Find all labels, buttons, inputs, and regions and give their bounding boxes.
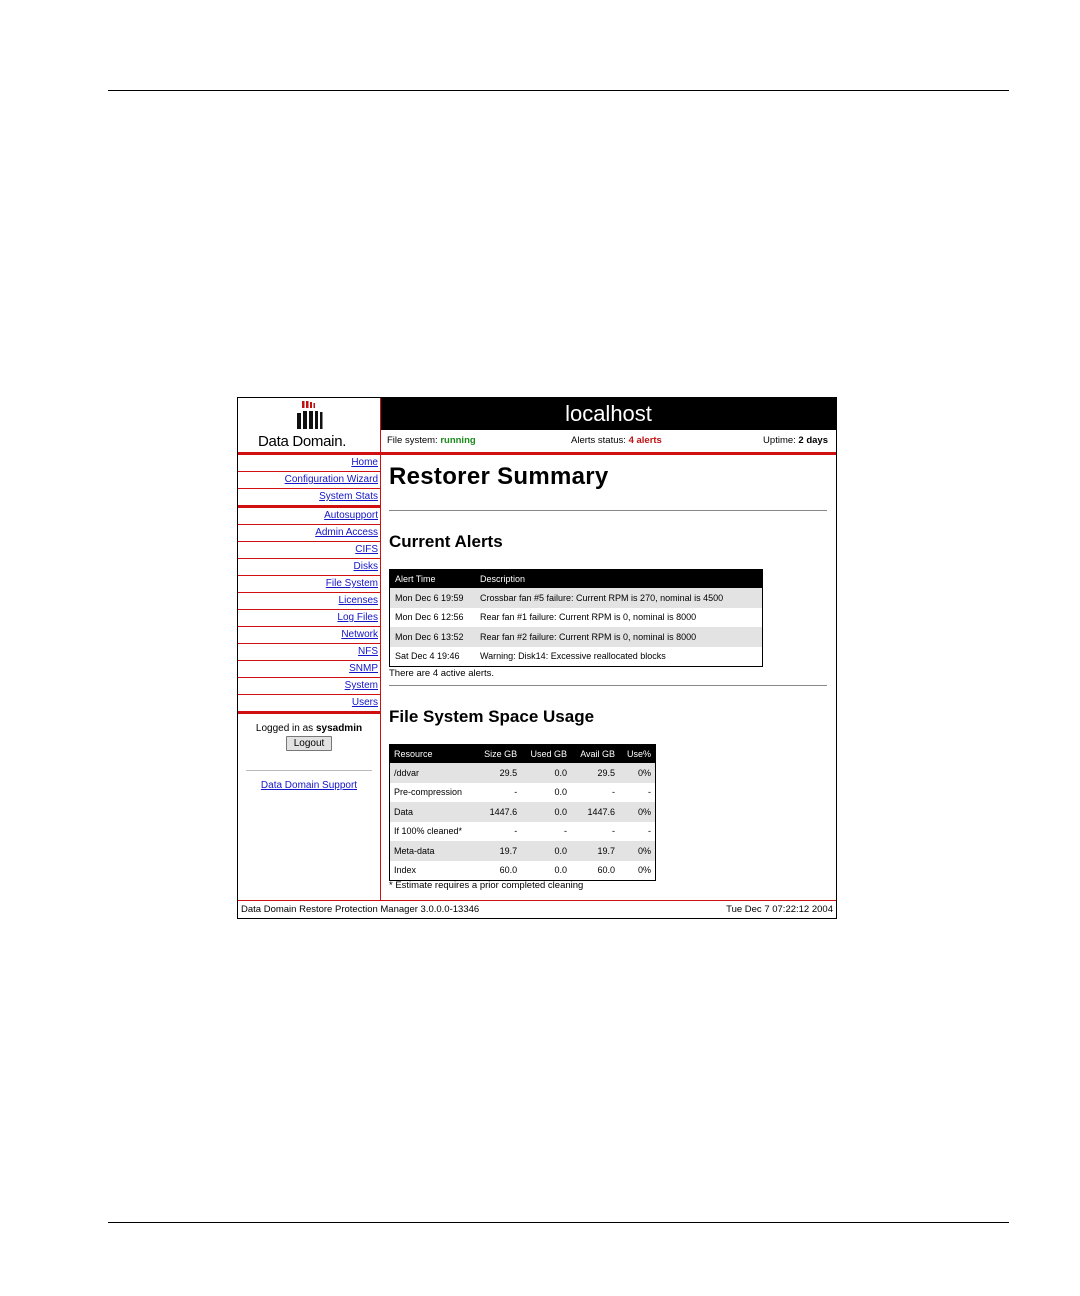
footer — [238, 900, 836, 919]
sidebar-link[interactable]: SNMP — [349, 663, 378, 674]
table-row — [390, 861, 656, 881]
sidebar-item-licenses[interactable] — [238, 593, 380, 610]
sidebar-item-configuration-wizard[interactable] — [238, 472, 380, 489]
alert-description: Warning: Disk14: Excessive reallocated blocks — [480, 651, 666, 662]
logo-text: Data Domain. — [258, 433, 347, 450]
sidebar-item-users[interactable] — [238, 695, 380, 711]
table-cell: - — [612, 826, 616, 837]
table-cell: 29.5 — [475, 763, 521, 783]
alerts-status-value: 4 alerts — [628, 435, 662, 446]
sidebar-item-cifs[interactable] — [238, 542, 380, 559]
fs-status-label: File system: — [387, 435, 438, 446]
table-cell: Data — [390, 802, 476, 822]
sidebar-link[interactable]: Licenses — [338, 595, 378, 606]
login-info — [238, 723, 380, 751]
table-row — [390, 647, 763, 667]
sidebar-item-system-stats[interactable] — [238, 489, 380, 505]
table-row — [390, 608, 763, 628]
sidebar-item-disks[interactable] — [238, 559, 380, 576]
table-cell: 0.0 — [521, 841, 571, 861]
table-cell: If 100% cleaned* — [394, 826, 463, 837]
table-cell: 19.7 — [571, 841, 619, 861]
sidebar-link[interactable]: Configuration Wizard — [284, 474, 378, 485]
alert-time: Sat Dec 4 19:46 — [395, 651, 460, 662]
support-link-container — [238, 780, 380, 791]
alert-description: Rear fan #1 failure: Current RPM is 0, nominal is 8000 — [480, 612, 697, 623]
alert-time: Mon Dec 6 13:52 — [390, 627, 476, 647]
table-cell: /ddvar — [390, 763, 476, 783]
table-cell: 0% — [637, 865, 651, 876]
table-cell: 0% — [619, 841, 655, 861]
sidebar-link[interactable]: CIFS — [355, 544, 378, 555]
sidebar-item-nfs[interactable] — [238, 644, 380, 661]
table-cell: 0% — [619, 802, 655, 822]
sidebar-item-home[interactable] — [238, 455, 380, 472]
table-cell: 0.0 — [521, 802, 571, 822]
uptime-label: Uptime: — [763, 435, 796, 446]
table-cell: 0.0 — [521, 763, 571, 783]
table-cell: - — [564, 826, 568, 837]
table-row — [390, 783, 656, 803]
sidebar-item-system[interactable] — [238, 678, 380, 695]
table-row — [390, 627, 763, 647]
uptime-value: 2 days — [798, 435, 828, 446]
alert-description: Rear fan #2 failure: Current RPM is 0, nominal is 8000 — [475, 627, 763, 647]
sidebar-link[interactable]: NFS — [358, 646, 378, 657]
table-row — [390, 822, 656, 842]
sidebar-link[interactable]: Autosupport — [324, 510, 378, 521]
table-cell: Pre-compression — [394, 787, 463, 798]
nav-group-admin — [238, 505, 380, 711]
column-header: Resource — [390, 745, 476, 764]
table-cell: 1447.6 — [475, 802, 521, 822]
sidebar-item-file-system[interactable] — [238, 576, 380, 593]
table-cell: - — [648, 826, 651, 837]
table-row — [390, 802, 656, 822]
table-header-row — [390, 745, 656, 764]
sidebar-item-admin-access[interactable] — [238, 525, 380, 542]
uptime-status — [763, 430, 828, 452]
table-row — [390, 841, 656, 861]
column-header: Used GB — [521, 745, 571, 764]
file-system-status — [387, 430, 476, 452]
fs-usage-heading: File System Space Usage — [389, 707, 595, 726]
footer-timestamp: Tue Dec 7 07:22:12 2004 — [726, 904, 833, 915]
table-cell: 60.0 — [597, 865, 616, 876]
table-cell: 60.0 — [499, 865, 518, 876]
column-header: Use% — [619, 745, 655, 764]
table-cell: 0% — [619, 763, 655, 783]
table-cell: 1447.6 — [571, 802, 619, 822]
sidebar-link[interactable]: Users — [351, 697, 378, 708]
nav-group-main — [238, 452, 380, 505]
divider — [389, 510, 827, 511]
logged-in-prefix: Logged in as — [255, 723, 314, 734]
table-cell: Meta-data — [390, 841, 476, 861]
sidebar-link[interactable]: Log Files — [337, 612, 378, 623]
status-bar — [381, 430, 836, 455]
table-cell: 0.0 — [554, 787, 568, 798]
fs-footnote: * Estimate requires a prior completed cleaning — [389, 880, 584, 891]
column-header: Avail GB — [571, 745, 619, 764]
sidebar-link[interactable]: Admin Access — [315, 527, 378, 538]
alert-time: Mon Dec 6 19:59 — [390, 588, 476, 608]
table-header-row — [390, 570, 763, 589]
logged-in-line — [238, 723, 380, 734]
sidebar-link[interactable]: System Stats — [319, 491, 378, 502]
page-title: Restorer Summary — [389, 463, 609, 490]
divider — [389, 685, 827, 686]
sidebar-item-log-files[interactable] — [238, 610, 380, 627]
table-row — [390, 763, 656, 783]
sidebar-divider — [238, 711, 380, 714]
alerts-status — [571, 430, 662, 452]
current-alerts-heading: Current Alerts — [389, 532, 503, 551]
sidebar-link[interactable]: System — [344, 680, 378, 691]
table-cell: 29.5 — [571, 763, 619, 783]
data-domain-logo — [238, 398, 380, 452]
table-cell: - — [612, 787, 616, 798]
hostname-header: localhost — [381, 398, 836, 430]
sidebar-separator — [246, 770, 372, 771]
table-cell: - — [514, 826, 518, 837]
table-cell: Index — [394, 865, 417, 876]
screenshot-window — [237, 397, 837, 919]
active-alerts-note: There are 4 active alerts. — [389, 668, 495, 679]
logged-in-user: sysadmin — [315, 723, 363, 734]
sidebar-link[interactable]: Home — [351, 457, 378, 468]
table-row — [390, 588, 763, 608]
table-cell: - — [648, 787, 651, 798]
page-footer-rule — [108, 1222, 1009, 1223]
logo-icon — [296, 400, 326, 430]
sidebar-item-network[interactable] — [238, 627, 380, 644]
fs-status-value: running — [440, 435, 476, 446]
logout-button[interactable]: Logout — [286, 736, 333, 751]
column-header: Alert Time — [390, 570, 476, 589]
alerts-status-label: Alerts status: — [571, 435, 626, 446]
alert-time: Mon Dec 6 12:56 — [395, 612, 464, 623]
fs-usage-table — [389, 744, 656, 881]
sidebar-link[interactable]: File System — [325, 578, 378, 589]
sidebar-item-autosupport[interactable] — [238, 508, 380, 525]
column-header: Size GB — [475, 745, 521, 764]
column-header: Description — [475, 570, 763, 589]
sidebar-link[interactable]: Network — [341, 629, 378, 640]
table-cell: 0.0 — [554, 865, 568, 876]
sidebar — [238, 398, 381, 900]
sidebar-link[interactable]: Disks — [353, 561, 378, 572]
table-cell: - — [514, 787, 518, 798]
sidebar-item-snmp[interactable] — [238, 661, 380, 678]
table-cell: 19.7 — [475, 841, 521, 861]
page-header-rule — [108, 90, 1009, 91]
alert-description: Crossbar fan #5 failure: Current RPM is 270, nominal is 4500 — [475, 588, 763, 608]
data-domain-support-link[interactable]: Data Domain Support — [260, 780, 358, 791]
alerts-table — [389, 569, 763, 667]
footer-version: Data Domain Restore Protection Manager 3.0.0.0-13346 — [241, 904, 480, 915]
